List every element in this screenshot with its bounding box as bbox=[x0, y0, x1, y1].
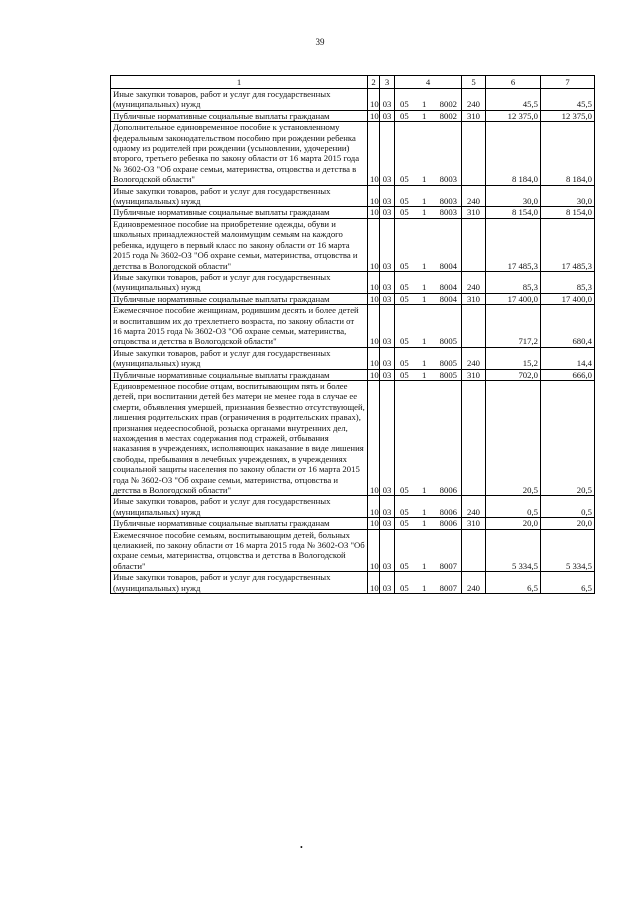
row-section-code: 10 bbox=[368, 518, 380, 529]
row-amount-year-1: 20,5 bbox=[486, 380, 541, 495]
target-code-part: 1 bbox=[421, 369, 427, 380]
row-target-code bbox=[395, 271, 462, 293]
row-name: Публичные нормативные социальные выплаты гражданам bbox=[111, 369, 368, 380]
row-target-code bbox=[395, 122, 462, 185]
row-target-code bbox=[395, 110, 462, 121]
target-code-parts bbox=[397, 196, 459, 206]
row-amount-year-1: 717,2 bbox=[486, 305, 541, 348]
target-code-part: 1 bbox=[421, 518, 427, 529]
target-code-part: 1 bbox=[421, 485, 427, 496]
row-amount-year-1: 6,5 bbox=[486, 572, 541, 594]
row-name: Публичные нормативные социальные выплаты гражданам bbox=[111, 293, 368, 304]
target-code-parts bbox=[397, 207, 459, 217]
target-code-part: 1 bbox=[421, 293, 427, 304]
row-expense-type: 310 bbox=[462, 518, 486, 529]
row-subsection-code: 03 bbox=[380, 380, 395, 495]
row-name: Иные закупки товаров, работ и услуг для государственных (муниципальных) нужд bbox=[111, 347, 368, 369]
row-name: Ежемесячное пособие семьям, воспитывающим детей, больных целиакией, по закону области от 16 марта 2015 года № 3602-ОЗ "Об охране семьи, материнства, отцовства и детства в Вологодской области" bbox=[111, 529, 368, 572]
target-code-part: 1 bbox=[421, 110, 427, 121]
row-section-code: 10 bbox=[368, 496, 380, 518]
table-row bbox=[111, 305, 595, 348]
row-target-code bbox=[395, 518, 462, 529]
target-code-part: 8007 bbox=[439, 560, 457, 571]
row-amount-year-1: 702,0 bbox=[486, 369, 541, 380]
target-code-part: 05 bbox=[400, 293, 409, 304]
row-amount-year-2: 14,4 bbox=[541, 347, 595, 369]
target-code-part: 1 bbox=[421, 260, 427, 271]
header-col-5: 5 bbox=[462, 76, 486, 89]
row-name: Единовременное пособие отцам, воспитывающим пять и более детей, при воспитании детей без матери не менее года в случае ее смерти, объявления умершей, признания безвестно отсутствующей, лишения родительских прав (ограничения в родительских правах), признания недееспособной, розыска органами внутренних дел, нахождения в местах содержания под стражей, отбывания наказания в учреждениях, исполняющих наказание в виде лишения свободы, пребывания в лечебных учреждениях, в учреждениях социальной защиты населения по закону области от 16 марта 2015 года № 3602-ОЗ "Об охране семьи, материнства, отцовства и детства в Вологодской области" bbox=[111, 380, 368, 495]
row-subsection-code: 03 bbox=[380, 271, 395, 293]
row-name: Ежемесячное пособие женщинам, родившим десять и более детей и воспитавшим их до трехлетнего возраста, по закону области от 16 марта 2015 года № 3602-ОЗ "Об охране семьи, материнства, отцовства и детства в Вологодской области" bbox=[111, 305, 368, 348]
target-code-part: 8002 bbox=[439, 110, 457, 121]
row-expense-type: 240 bbox=[462, 572, 486, 594]
row-section-code: 10 bbox=[368, 122, 380, 185]
row-name: Публичные нормативные социальные выплаты гражданам bbox=[111, 518, 368, 529]
row-expense-type bbox=[462, 218, 486, 271]
table-row bbox=[111, 369, 595, 380]
row-name: Публичные нормативные социальные выплаты гражданам bbox=[111, 110, 368, 121]
row-section-code: 10 bbox=[368, 207, 380, 218]
table-row bbox=[111, 218, 595, 271]
row-name: Иные закупки товаров, работ и услуг для государственных (муниципальных) нужд bbox=[111, 496, 368, 518]
target-code-parts bbox=[397, 174, 459, 184]
target-code-parts bbox=[397, 282, 459, 292]
row-name: Иные закупки товаров, работ и услуг для государственных (муниципальных) нужд bbox=[111, 185, 368, 207]
target-code-part: 05 bbox=[400, 369, 409, 380]
row-target-code bbox=[395, 380, 462, 495]
table-row bbox=[111, 380, 595, 495]
row-name: Публичные нормативные социальные выплаты гражданам bbox=[111, 207, 368, 218]
row-subsection-code: 03 bbox=[380, 110, 395, 121]
row-target-code bbox=[395, 207, 462, 218]
row-subsection-code: 03 bbox=[380, 496, 395, 518]
row-subsection-code: 03 bbox=[380, 122, 395, 185]
target-code-part: 8004 bbox=[439, 293, 457, 304]
target-code-part: 1 bbox=[421, 174, 427, 185]
row-subsection-code: 03 bbox=[380, 218, 395, 271]
target-code-part: 1 bbox=[421, 282, 427, 293]
row-name: Иные закупки товаров, работ и услуг для государственных (муниципальных) нужд bbox=[111, 89, 368, 111]
row-subsection-code: 03 bbox=[380, 529, 395, 572]
header-col-3: 3 bbox=[380, 76, 395, 89]
row-target-code bbox=[395, 496, 462, 518]
header-col-2: 2 bbox=[368, 76, 380, 89]
row-section-code: 10 bbox=[368, 572, 380, 594]
target-code-part: 05 bbox=[400, 582, 409, 593]
row-subsection-code: 03 bbox=[380, 207, 395, 218]
row-target-code bbox=[395, 347, 462, 369]
target-code-part: 8005 bbox=[439, 369, 457, 380]
row-amount-year-2: 17 485,3 bbox=[541, 218, 595, 271]
row-amount-year-1: 12 375,0 bbox=[486, 110, 541, 121]
table-body bbox=[111, 89, 595, 594]
row-name: Дополнительное единовременное пособие к установленному федеральным законодательством пособию при рождении ребенка одному из родителей при рождении (усыновлении, удочерении) второго, третьего ребенка по закону области от 16 марта 2015 года № 3602-ОЗ "Об охране семьи, материнства, отцовства и детства в Вологодской области" bbox=[111, 122, 368, 185]
row-subsection-code: 03 bbox=[380, 293, 395, 304]
row-amount-year-2: 5 334,5 bbox=[541, 529, 595, 572]
target-code-part: 8005 bbox=[439, 336, 457, 347]
target-code-part: 8006 bbox=[439, 518, 457, 529]
target-code-parts bbox=[397, 294, 459, 304]
target-code-part: 05 bbox=[400, 282, 409, 293]
row-amount-year-1: 17 485,3 bbox=[486, 218, 541, 271]
table-row bbox=[111, 207, 595, 218]
row-target-code bbox=[395, 89, 462, 111]
table-row bbox=[111, 110, 595, 121]
target-code-part: 05 bbox=[400, 110, 409, 121]
row-amount-year-1: 15,2 bbox=[486, 347, 541, 369]
row-subsection-code: 03 bbox=[380, 305, 395, 348]
page-mark: • bbox=[300, 843, 303, 852]
row-section-code: 10 bbox=[368, 305, 380, 348]
target-code-parts bbox=[397, 99, 459, 109]
row-name: Иные закупки товаров, работ и услуг для государственных (муниципальных) нужд bbox=[111, 572, 368, 594]
row-name: Иные закупки товаров, работ и услуг для государственных (муниципальных) нужд bbox=[111, 271, 368, 293]
row-section-code: 10 bbox=[368, 110, 380, 121]
target-code-part: 1 bbox=[421, 196, 427, 207]
row-section-code: 10 bbox=[368, 271, 380, 293]
row-amount-year-2: 680,4 bbox=[541, 305, 595, 348]
target-code-part: 1 bbox=[421, 506, 427, 517]
target-code-part: 1 bbox=[421, 560, 427, 571]
target-code-part: 8003 bbox=[439, 207, 457, 218]
header-col-7: 7 bbox=[541, 76, 595, 89]
row-amount-year-2: 8 184,0 bbox=[541, 122, 595, 185]
target-code-part: 1 bbox=[421, 358, 427, 369]
row-section-code: 10 bbox=[368, 369, 380, 380]
row-amount-year-1: 45,5 bbox=[486, 89, 541, 111]
row-target-code bbox=[395, 293, 462, 304]
target-code-part: 8002 bbox=[439, 99, 457, 110]
target-code-part: 05 bbox=[400, 518, 409, 529]
row-section-code: 10 bbox=[368, 529, 380, 572]
row-amount-year-1: 0,5 bbox=[486, 496, 541, 518]
row-section-code: 10 bbox=[368, 380, 380, 495]
table-row bbox=[111, 89, 595, 111]
target-code-parts bbox=[397, 583, 459, 593]
row-section-code: 10 bbox=[368, 89, 380, 111]
target-code-part: 05 bbox=[400, 506, 409, 517]
target-code-parts bbox=[397, 111, 459, 121]
header-col-1: 1 bbox=[111, 76, 368, 89]
budget-table bbox=[110, 75, 595, 594]
row-name: Единовременное пособие на приобретение одежды, обуви и школьных принадлежностей малоимущим семьям на каждого ребенка, идущего в первый класс по закону области от 16 марта 2015 года № 3602-ОЗ "Об охране семьи, материнства, отцовства и детства в Вологодской области" bbox=[111, 218, 368, 271]
target-code-part: 1 bbox=[421, 336, 427, 347]
target-code-part: 05 bbox=[400, 560, 409, 571]
target-code-part: 05 bbox=[400, 336, 409, 347]
table-row bbox=[111, 529, 595, 572]
row-section-code: 10 bbox=[368, 185, 380, 207]
row-target-code bbox=[395, 185, 462, 207]
target-code-parts bbox=[397, 485, 459, 495]
target-code-part: 8003 bbox=[439, 196, 457, 207]
target-code-part: 8003 bbox=[439, 174, 457, 185]
row-expense-type bbox=[462, 305, 486, 348]
target-code-parts bbox=[397, 336, 459, 346]
row-amount-year-2: 8 154,0 bbox=[541, 207, 595, 218]
target-code-parts bbox=[397, 370, 459, 380]
target-code-part: 8004 bbox=[439, 260, 457, 271]
target-code-part: 1 bbox=[421, 582, 427, 593]
row-target-code bbox=[395, 369, 462, 380]
table-row bbox=[111, 185, 595, 207]
row-amount-year-1: 30,0 bbox=[486, 185, 541, 207]
row-amount-year-1: 85,3 bbox=[486, 271, 541, 293]
row-amount-year-2: 12 375,0 bbox=[541, 110, 595, 121]
target-code-parts bbox=[397, 507, 459, 517]
row-amount-year-2: 30,0 bbox=[541, 185, 595, 207]
target-code-part: 8006 bbox=[439, 485, 457, 496]
header-col-4: 4 bbox=[395, 76, 462, 89]
table-row bbox=[111, 572, 595, 594]
table-row bbox=[111, 518, 595, 529]
row-amount-year-1: 8 154,0 bbox=[486, 207, 541, 218]
target-code-part: 05 bbox=[400, 260, 409, 271]
row-expense-type: 310 bbox=[462, 207, 486, 218]
target-code-part: 8005 bbox=[439, 358, 457, 369]
row-expense-type: 310 bbox=[462, 110, 486, 121]
row-target-code bbox=[395, 305, 462, 348]
row-expense-type bbox=[462, 122, 486, 185]
table-row bbox=[111, 122, 595, 185]
header-row bbox=[111, 76, 595, 89]
row-subsection-code: 03 bbox=[380, 89, 395, 111]
target-code-part: 8004 bbox=[439, 282, 457, 293]
row-expense-type: 240 bbox=[462, 89, 486, 111]
row-expense-type bbox=[462, 529, 486, 572]
row-section-code: 10 bbox=[368, 218, 380, 271]
row-amount-year-2: 666,0 bbox=[541, 369, 595, 380]
table-row bbox=[111, 347, 595, 369]
row-amount-year-2: 20,5 bbox=[541, 380, 595, 495]
row-subsection-code: 03 bbox=[380, 185, 395, 207]
row-expense-type: 240 bbox=[462, 347, 486, 369]
row-expense-type: 310 bbox=[462, 293, 486, 304]
table-row bbox=[111, 496, 595, 518]
row-amount-year-2: 20,0 bbox=[541, 518, 595, 529]
target-code-part: 1 bbox=[421, 207, 427, 218]
target-code-part: 05 bbox=[400, 196, 409, 207]
target-code-part: 8006 bbox=[439, 506, 457, 517]
row-amount-year-1: 8 184,0 bbox=[486, 122, 541, 185]
row-amount-year-1: 5 334,5 bbox=[486, 529, 541, 572]
row-subsection-code: 03 bbox=[380, 347, 395, 369]
target-code-part: 1 bbox=[421, 99, 427, 110]
row-expense-type: 240 bbox=[462, 271, 486, 293]
row-expense-type: 240 bbox=[462, 185, 486, 207]
header-col-6: 6 bbox=[486, 76, 541, 89]
row-amount-year-2: 6,5 bbox=[541, 572, 595, 594]
row-amount-year-2: 0,5 bbox=[541, 496, 595, 518]
row-expense-type: 240 bbox=[462, 496, 486, 518]
table-row bbox=[111, 271, 595, 293]
target-code-part: 8007 bbox=[439, 582, 457, 593]
row-amount-year-2: 45,5 bbox=[541, 89, 595, 111]
row-amount-year-2: 85,3 bbox=[541, 271, 595, 293]
target-code-parts bbox=[397, 518, 459, 528]
row-expense-type: 310 bbox=[462, 369, 486, 380]
row-section-code: 10 bbox=[368, 293, 380, 304]
table-row bbox=[111, 293, 595, 304]
row-section-code: 10 bbox=[368, 347, 380, 369]
target-code-part: 05 bbox=[400, 174, 409, 185]
target-code-part: 05 bbox=[400, 99, 409, 110]
target-code-part: 05 bbox=[400, 358, 409, 369]
target-code-parts bbox=[397, 261, 459, 271]
target-code-parts bbox=[397, 561, 459, 571]
target-code-part: 05 bbox=[400, 207, 409, 218]
row-expense-type bbox=[462, 380, 486, 495]
target-code-part: 05 bbox=[400, 485, 409, 496]
row-amount-year-1: 17 400,0 bbox=[486, 293, 541, 304]
page-number: 39 bbox=[315, 37, 325, 47]
row-target-code bbox=[395, 218, 462, 271]
row-amount-year-1: 20,0 bbox=[486, 518, 541, 529]
row-subsection-code: 03 bbox=[380, 518, 395, 529]
target-code-parts bbox=[397, 358, 459, 368]
row-target-code bbox=[395, 529, 462, 572]
row-subsection-code: 03 bbox=[380, 572, 395, 594]
row-subsection-code: 03 bbox=[380, 369, 395, 380]
row-amount-year-2: 17 400,0 bbox=[541, 293, 595, 304]
row-target-code bbox=[395, 572, 462, 594]
